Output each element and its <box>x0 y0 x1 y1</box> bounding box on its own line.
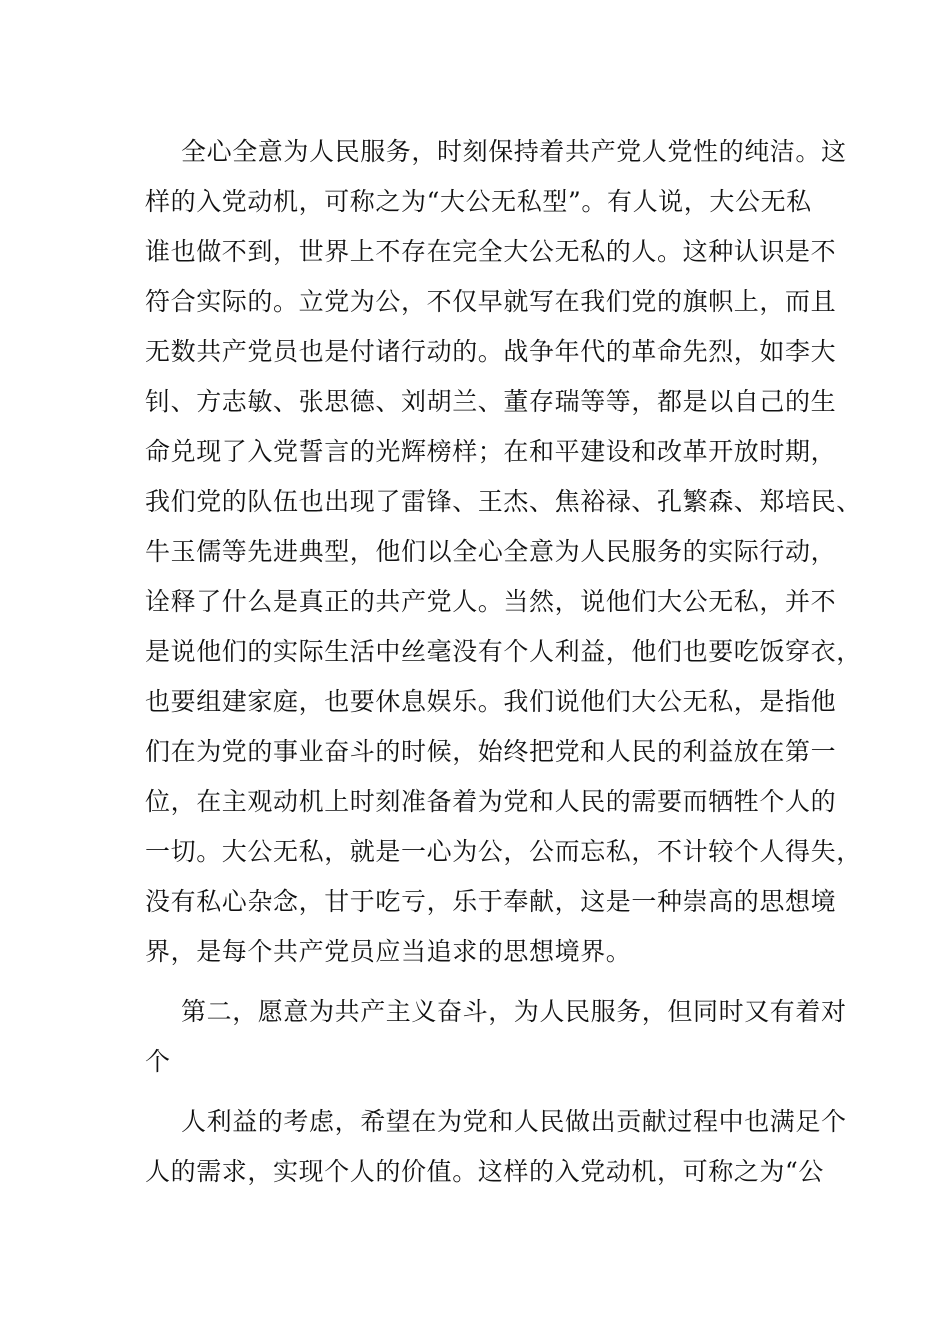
text-line: 是说他们的实际生活中丝毫没有个人利益，他们也要吃饭穿衣， <box>145 637 862 666</box>
text-line: 钊、方志敏、张思德、刘胡兰、董存瑞等等，都是以自己的生 <box>145 387 837 416</box>
text-line: 们在为党的事业奋斗的时候，始终把党和人民的利益放在第一 <box>145 737 837 766</box>
text-line: 符合实际的。立党为公，不仅早就写在我们党的旗帜上，而且 <box>145 287 837 316</box>
text-line: 没有私心杂念，甘于吃亏，乐于奉献，这是一种崇高的思想境 <box>145 887 837 916</box>
text-line: 牛玉儒等先进典型，他们以全心全意为人民服务的实际行动， <box>145 537 837 566</box>
text-line: 个 <box>145 1047 171 1076</box>
text-line: 位，在主观动机上时刻准备着为党和人民的需要而牺牲个人的 <box>145 787 837 816</box>
text-line: 第二，愿意为共产主义奋斗，为人民服务，但同时又有着对 <box>181 997 847 1026</box>
text-line: 样的入党动机，可称之为“大公无私型”。有人说，大公无私 <box>145 187 812 216</box>
text-line: 命兑现了入党誓言的光辉榜样；在和平建设和改革开放时期， <box>145 437 837 466</box>
text-line: 全心全意为人民服务，时刻保持着共产党人党性的纯洁。这 <box>181 137 847 166</box>
text-line: 人利益的考虑，希望在为党和人民做出贡献过程中也满足个 <box>181 1107 847 1136</box>
text-line: 无数共产党员也是付诸行动的。战争年代的革命先烈，如李大 <box>145 337 837 366</box>
text-line: 也要组建家庭，也要休息娱乐。我们说他们大公无私，是指他 <box>145 687 837 716</box>
text-line: 诠释了什么是真正的共产党人。当然，说他们大公无私，并不 <box>145 587 837 616</box>
text-line: 界，是每个共产党员应当追求的思想境界。 <box>145 937 632 966</box>
text-line: 一切。大公无私，就是一心为公，公而忘私，不计较个人得失， <box>145 837 862 866</box>
text-line: 人的需求，实现个人的价值。这样的入党动机，可称之为“公 <box>145 1157 824 1186</box>
text-line: 谁也做不到，世界上不存在完全大公无私的人。这种认识是不 <box>145 237 837 266</box>
text-line: 我们党的队伍也出现了雷锋、王杰、焦裕禄、孔繁森、郑培民、 <box>145 487 862 516</box>
